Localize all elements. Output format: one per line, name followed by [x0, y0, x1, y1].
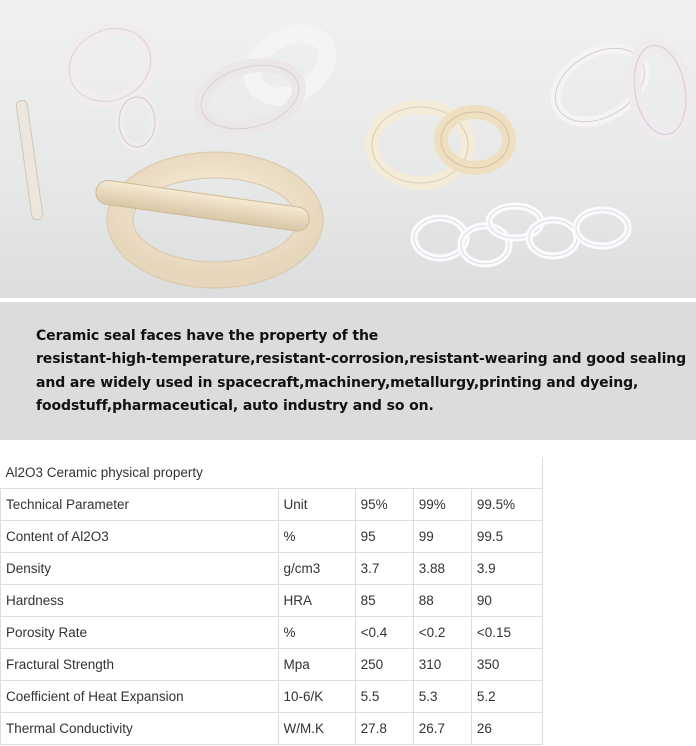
cell-value: 250 [355, 649, 413, 681]
cell-unit: g/cm3 [278, 553, 355, 585]
cell-parameter: Porosity Rate [1, 617, 279, 649]
cell-value: 350 [471, 649, 542, 681]
table-row [1, 681, 543, 713]
cell-value: 26 [471, 713, 542, 745]
cell-unit: 10-6/K [278, 681, 355, 713]
table-title: Al2O3 Ceramic physical property [1, 457, 543, 489]
cell-value: 99.5 [471, 521, 542, 553]
property-table [0, 457, 543, 745]
cell-value: 310 [413, 649, 471, 681]
header-cell-95: 95% [355, 489, 413, 521]
cell-value: 3.7 [355, 553, 413, 585]
ceramic-seal-rings-illustration [0, 0, 696, 298]
cell-value: 3.88 [413, 553, 471, 585]
table-row [1, 617, 543, 649]
description-line: Ceramic seal faces have the property of the [36, 328, 379, 344]
cell-parameter: Hardness [1, 585, 279, 617]
table-row [1, 553, 543, 585]
cell-value: 99 [413, 521, 471, 553]
description-line: foodstuff,pharmaceutical, auto industry and so on. [36, 397, 434, 414]
cell-value: 26.7 [413, 713, 471, 745]
product-photo [0, 0, 696, 298]
description-panel [0, 302, 696, 440]
cell-value: 5.5 [355, 681, 413, 713]
cell-parameter: Density [1, 553, 279, 585]
cell-value: <0.15 [471, 617, 542, 649]
cell-unit: Mpa [278, 649, 355, 681]
cell-parameter: Thermal Conductivity [1, 713, 279, 745]
cell-value: 5.2 [471, 681, 542, 713]
cell-value: 3.9 [471, 553, 542, 585]
cell-value: 88 [413, 585, 471, 617]
cell-unit: % [278, 521, 355, 553]
description-text [36, 325, 687, 418]
description-line: and are widely used in spacecraft,machinery,metallurgy,printing and dyeing, [36, 374, 639, 391]
header-cell-parameter: Technical Parameter [1, 489, 279, 521]
cell-value: <0.2 [413, 617, 471, 649]
cell-value: 95 [355, 521, 413, 553]
table-row [1, 649, 543, 681]
header-cell-995: 99.5% [471, 489, 542, 521]
cell-value: 5.3 [413, 681, 471, 713]
cell-parameter: Fractural Strength [1, 649, 279, 681]
table-title-row [1, 457, 543, 489]
cell-unit: HRA [278, 585, 355, 617]
cell-parameter: Coefficient of Heat Expansion [1, 681, 279, 713]
cell-value: 85 [355, 585, 413, 617]
table-header-row [1, 489, 543, 521]
table-row [1, 585, 543, 617]
cell-unit: % [278, 617, 355, 649]
table-row [1, 713, 543, 745]
cell-value: 27.8 [355, 713, 413, 745]
cell-parameter: Content of Al2O3 [1, 521, 279, 553]
cell-value: <0.4 [355, 617, 413, 649]
header-cell-unit: Unit [278, 489, 355, 521]
table-row [1, 521, 543, 553]
cell-unit: W/M.K [278, 713, 355, 745]
description-line: resistant-high-temperature,resistant-corrosion,resistant-wearing and good sealing [36, 351, 687, 368]
header-cell-99: 99% [413, 489, 471, 521]
cell-value: 90 [471, 585, 542, 617]
